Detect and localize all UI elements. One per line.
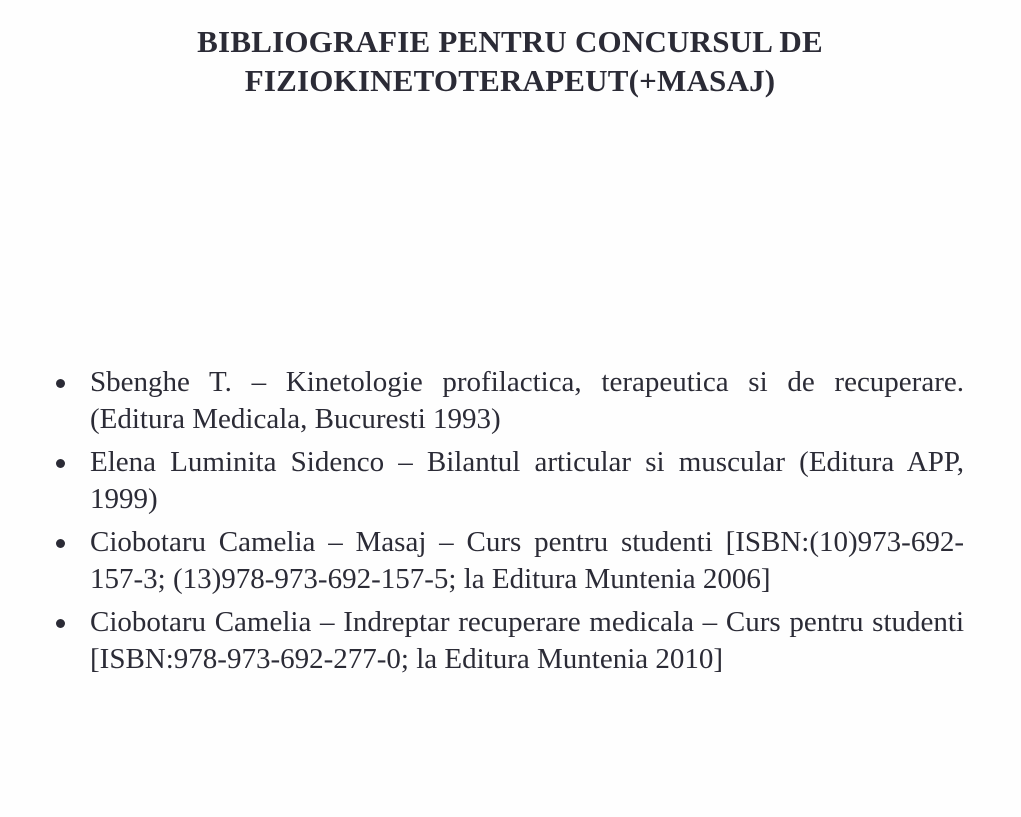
page-title (60, 22, 960, 100)
bibliography-list (52, 364, 964, 684)
title-line-2: FIZIOKINETOTERAPEUT(+MASAJ) (244, 63, 776, 98)
bullet-icon (56, 539, 65, 548)
bibliography-item-text: Elena Luminita Sidenco – Bilantul articular si muscular (Editura APP, 1999) (90, 446, 964, 515)
bibliography-item (52, 364, 964, 437)
bullet-icon (56, 459, 65, 468)
bibliography-item (52, 444, 964, 517)
title-line-1: BIBLIOGRAFIE PENTRU CONCURSUL DE (197, 24, 823, 59)
bullet-icon (56, 619, 65, 628)
bibliography-item (52, 524, 964, 597)
bibliography-item-text: Ciobotaru Camelia – Indreptar recuperare medicala – Curs pentru studenti [ISBN:978-973-692-277-0; la Editura Muntenia 2010] (90, 606, 964, 675)
bibliography-item-text: Ciobotaru Camelia – Masaj – Curs pentru studenti [ISBN:(10)973-692-157-3; (13)978-973-692-157-5; la Editura Muntenia 2006] (90, 526, 964, 595)
bullet-icon (56, 379, 65, 388)
bibliography-item-text: Sbenghe T. – Kinetologie profilactica, terapeutica si de recuperare. (Editura Medicala, Bucuresti 1993) (90, 366, 964, 435)
bibliography-item (52, 604, 964, 677)
